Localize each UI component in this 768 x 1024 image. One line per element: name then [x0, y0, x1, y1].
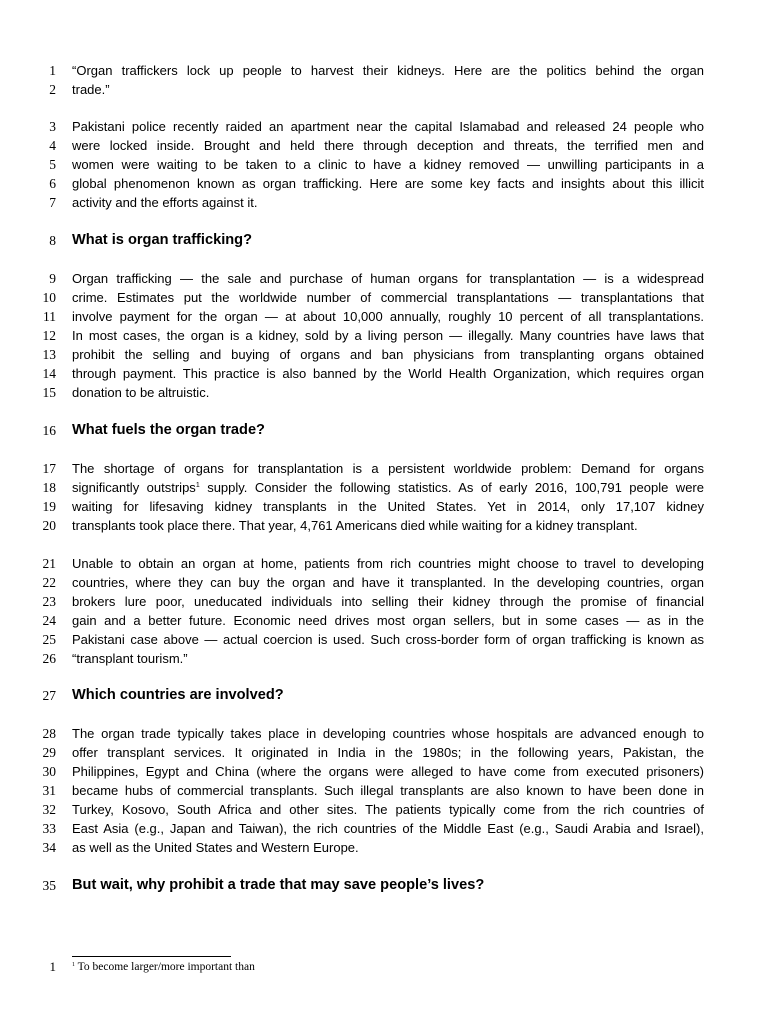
paragraph-text: The shortage of organs for transplantation is a persistent worldwide problem: Demand for organs	[72, 461, 704, 476]
footnote	[0, 958, 768, 976]
line-18	[0, 478, 768, 497]
line-26	[0, 649, 768, 668]
line-20	[0, 516, 768, 535]
paragraph-text: activity and the efforts against it.	[72, 195, 258, 210]
line-24	[0, 611, 768, 630]
paragraph-text	[72, 478, 704, 497]
text-segment: supply. Consider the following statistics. As of early 2016, 100,791 people were	[199, 480, 704, 495]
line-number: 2	[49, 82, 56, 97]
line-number: 22	[42, 575, 56, 590]
line-number: 24	[42, 613, 56, 628]
line-number: 28	[42, 726, 56, 741]
line-number: 15	[42, 385, 56, 400]
paragraph-text: global phenomenon known as organ trafficking. Here are some key facts and insights about this illicit	[72, 176, 704, 191]
line-25	[0, 630, 768, 649]
line-number: 10	[42, 290, 56, 305]
title-text: trade.”	[72, 82, 110, 97]
line-22	[0, 573, 768, 592]
line-9	[0, 269, 768, 288]
section-heading: What is organ trafficking?	[72, 232, 252, 248]
line-4	[0, 136, 768, 155]
paragraph-text: crime. Estimates put the worldwide number of commercial transplantations — transplantations that	[72, 290, 704, 305]
line-5	[0, 155, 768, 174]
paragraph-text: Organ trafficking — the sale and purchase of human organs for transplantation — is a widespread	[72, 271, 704, 286]
paragraph-text: “transplant tourism.”	[72, 651, 188, 666]
line-16	[0, 421, 768, 440]
line-34	[0, 838, 768, 857]
line-number: 19	[42, 499, 56, 514]
paragraph-text: prohibit the selling and buying of organs and ban physicians from transplanting organs obtained	[72, 347, 704, 362]
section-heading: But wait, why prohibit a trade that may save people’s lives?	[72, 877, 485, 893]
paragraph-text: In most cases, the organ is a kidney, sold by a living person — illegally. Many countries have laws that	[72, 328, 704, 343]
footnote-body: To become larger/more important than	[75, 961, 255, 973]
line-12	[0, 326, 768, 345]
line-13	[0, 345, 768, 364]
line-number: 33	[42, 821, 56, 836]
line-21	[0, 554, 768, 573]
line-number: 30	[42, 764, 56, 779]
paragraph-text: Pakistani police recently raided an apartment near the capital Islamabad and released 24 people who	[72, 119, 704, 134]
line-number: 20	[42, 518, 56, 533]
line-number: 6	[49, 176, 56, 191]
line-14	[0, 364, 768, 383]
line-number: 23	[42, 594, 56, 609]
line-number: 27	[42, 688, 56, 703]
paragraph-text: donation to be altruistic.	[72, 385, 210, 400]
line-number: 29	[42, 745, 56, 760]
line-number: 14	[42, 366, 56, 381]
line-27	[0, 686, 768, 705]
paragraph-text: Philippines, Egypt and China (where the organs were alleged to have come from executed prisoners)	[72, 764, 704, 779]
line-number: 1	[49, 959, 56, 974]
line-number: 35	[42, 878, 56, 893]
line-number: 34	[42, 840, 56, 855]
line-10	[0, 288, 768, 307]
line-35	[0, 876, 768, 895]
line-33	[0, 819, 768, 838]
line-23	[0, 592, 768, 611]
paragraph-text: Unable to obtain an organ at home, patients from rich countries might choose to travel to developing	[72, 556, 704, 571]
paragraph-text: were locked inside. Brought and held there through deception and threats, the terrified men and	[72, 138, 704, 153]
line-number: 32	[42, 802, 56, 817]
line-8	[0, 231, 768, 250]
section-heading: Which countries are involved?	[72, 687, 284, 703]
line-number: 11	[43, 309, 56, 324]
paragraph-text: Pakistani case above — actual coercion is used. Such cross-border form of organ trafficking is known as	[72, 632, 704, 647]
title-text: “Organ traffickers lock up people to harvest their kidneys. Here are the politics behind the organ	[72, 63, 704, 78]
line-number: 12	[42, 328, 56, 343]
line-6	[0, 174, 768, 193]
line-15	[0, 383, 768, 402]
line-number: 1	[49, 63, 56, 78]
line-number: 21	[42, 556, 56, 571]
line-11	[0, 307, 768, 326]
line-2	[0, 80, 768, 99]
line-number: 4	[49, 138, 56, 153]
paragraph-text: became hubs of commercial transplants. Such illegal transplants are also known to have been done in	[72, 783, 704, 798]
paragraph-text: Turkey, Kosovo, South Africa and other sites. The patients typically come from the rich countries of	[72, 802, 704, 817]
paragraph-text: offer transplant services. It originated in India in the 1980s; in the following years, Pakistan, the	[72, 745, 704, 760]
line-30	[0, 762, 768, 781]
paragraph-text: involve payment for the organ — at about 10,000 annually, roughly 10 percent of all transplantations.	[72, 309, 704, 324]
line-7	[0, 193, 768, 212]
line-32	[0, 800, 768, 819]
line-28	[0, 724, 768, 743]
paragraph-text: countries, where they can buy the organ and have it transplanted. In the developing countries, organ	[72, 575, 704, 590]
footnote-reference[interactable]: 1	[195, 482, 200, 489]
paragraph-text: through payment. This practice is also banned by the World Health Organization, which requires organ	[72, 366, 704, 381]
paragraph-text: gain and a better future. Economic need drives most organ sellers, but in some cases — as in the	[72, 613, 704, 628]
paragraph-text: waiting for lifesaving kidney transplants in the United States. Yet in 2014, only 17,107 kidney	[72, 499, 704, 514]
line-number: 17	[42, 461, 56, 476]
line-1	[0, 61, 768, 80]
footnote-text	[72, 958, 255, 976]
line-29	[0, 743, 768, 762]
paragraph-text: The organ trade typically takes place in developing countries whose hospitals are advanced enough to	[72, 726, 704, 741]
paragraph-text: brokers lure poor, uneducated individuals into selling their kidney through the promise of financial	[72, 594, 704, 609]
line-number: 31	[42, 783, 56, 798]
line-31	[0, 781, 768, 800]
paragraph-text: women were waiting to be taken to a clinic to have a kidney removed — unwilling participants in a	[72, 157, 704, 172]
line-17	[0, 459, 768, 478]
paragraph-text: East Asia (e.g., Japan and Taiwan), the rich countries of the Middle East (e.g., Saudi Arabia and Israel),	[72, 821, 704, 836]
line-19	[0, 497, 768, 516]
line-number: 5	[49, 157, 56, 172]
line-number: 3	[49, 119, 56, 134]
paragraph-text: transplants took place there. That year, 4,761 Americans died while waiting for a kidney transplant.	[72, 518, 638, 533]
footnote-separator	[72, 956, 231, 957]
footnote-marker: 1	[72, 962, 75, 968]
line-number: 13	[42, 347, 56, 362]
section-heading: What fuels the organ trade?	[72, 422, 265, 438]
line-number: 8	[49, 233, 56, 248]
line-3	[0, 117, 768, 136]
line-number: 26	[42, 651, 56, 666]
line-number: 18	[42, 480, 56, 495]
paragraph-text: as well as the United States and Western Europe.	[72, 840, 359, 855]
line-number: 9	[49, 271, 56, 286]
line-number: 16	[42, 423, 56, 438]
text-segment: significantly outstrips	[72, 480, 196, 495]
line-number: 25	[42, 632, 56, 647]
line-number: 7	[49, 195, 56, 210]
